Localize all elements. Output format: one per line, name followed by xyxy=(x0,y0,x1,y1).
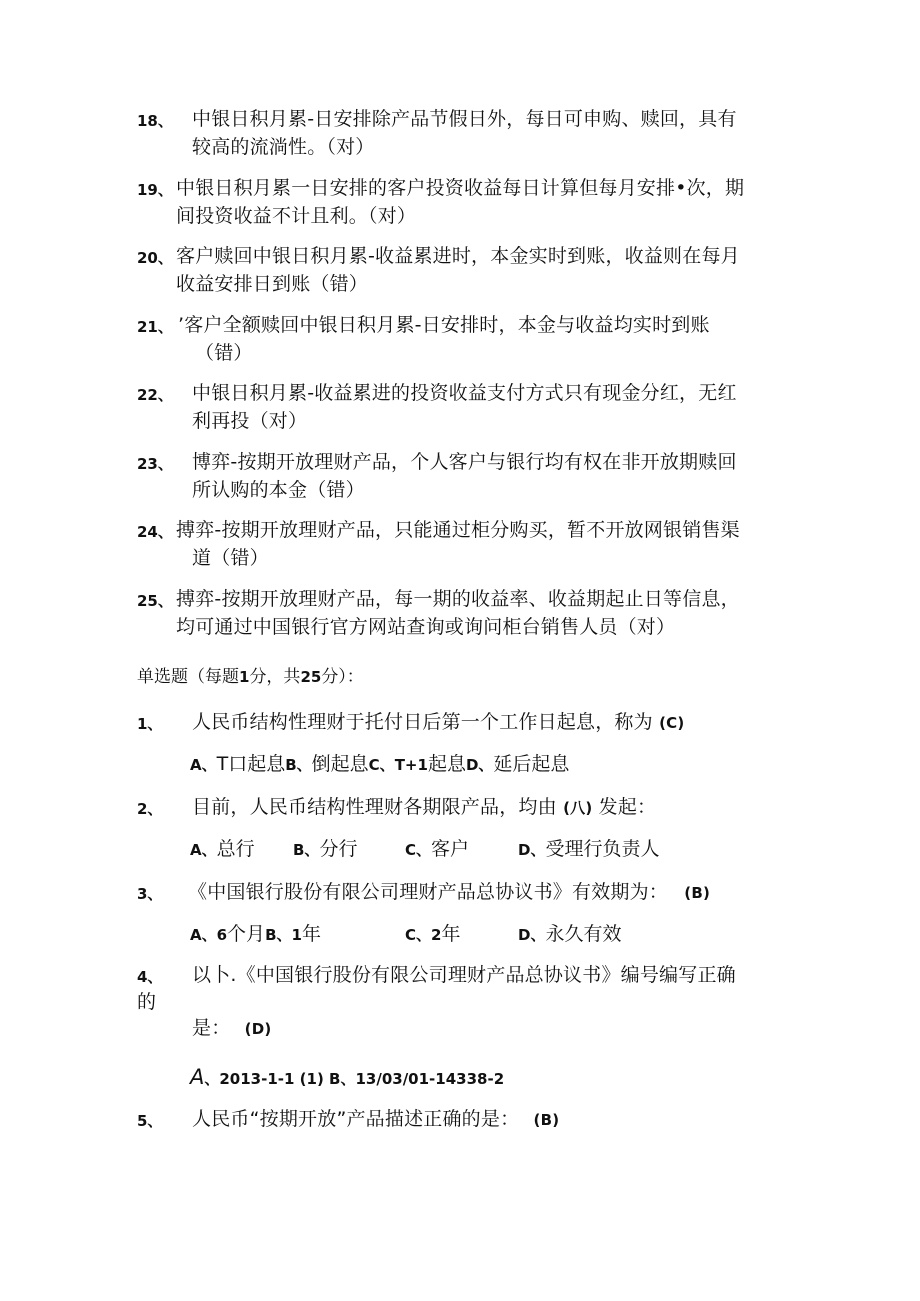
option-a-key: A xyxy=(190,1065,205,1089)
question-number: 2、 xyxy=(137,800,163,818)
option-a xyxy=(190,835,255,864)
option-b-key: B、 xyxy=(293,841,320,859)
question-number: 1、 xyxy=(137,715,163,733)
option-c-key: C、 xyxy=(405,841,432,859)
option-a-text: 总行 xyxy=(216,838,255,860)
question-line xyxy=(192,793,656,822)
question-text-cont: 较高的流淌性。（对） xyxy=(192,136,375,158)
heading-text-pre: 单选题（每题 xyxy=(137,667,239,687)
option-b-num: 1 xyxy=(291,926,302,944)
heading-text-post: 分）： xyxy=(321,667,364,687)
option-c-text: 年 xyxy=(441,923,461,945)
option-d-text: 受理行负责人 xyxy=(545,838,660,860)
question-line xyxy=(192,708,684,737)
question-text: 人民币结构性理财于托付日后第一个工作日起息，称为 xyxy=(192,711,653,733)
option-b-key: B、 xyxy=(265,926,292,944)
question-number: 22、 xyxy=(137,386,173,404)
option-c-num: 2 xyxy=(431,926,442,944)
option-c xyxy=(405,835,469,864)
answer-key: (D) xyxy=(244,1020,272,1038)
question-text-cont: 收益安排日到账（错） xyxy=(176,273,369,295)
option-d-key: D、 xyxy=(465,756,494,774)
question-text-wrap: 的 xyxy=(137,991,157,1013)
option-c-key: C、 xyxy=(405,926,432,944)
question-text-cont: 道（错） xyxy=(192,547,269,569)
option-a-key: A、 xyxy=(190,841,217,859)
question-tail: 发起： xyxy=(598,796,657,818)
question-text: 客户赎回中银日积月累-收益累进时，本金实时到账，收益则在每月 xyxy=(176,245,740,267)
question-number: 20、 xyxy=(137,249,173,267)
heading-text-mid: 分，共 xyxy=(249,667,301,687)
option-c-text: 起息 xyxy=(427,753,466,775)
option-a-key: A、 xyxy=(190,756,217,774)
question-number: 21、 xyxy=(137,318,173,336)
question-text: 中银日积月累一日安排的客户投资收益每日计算但每月安排•次，期 xyxy=(176,177,745,199)
option-a-text: T口起息 xyxy=(216,753,286,775)
question-text: 《中国银行股份有限公司理财产品总协议书》有效期为： xyxy=(188,881,669,903)
option-a-text: 个月 xyxy=(227,923,266,945)
question-text: 中银日积月累-收益累进的投资收益支付方式只有现金分红，无红 xyxy=(192,382,737,404)
question-text: 博弈-按期开放理财产品，个人客户与银行均有权在非开放期赎回 xyxy=(192,451,737,473)
question-text: 中银日积月累-日安排除产品节假日外，每日可申购、赎回，具有 xyxy=(192,108,737,130)
option-b-text: 年 xyxy=(301,923,321,945)
question-text-cont: 利再投（对） xyxy=(192,410,308,432)
heading-points-total: 25 xyxy=(300,668,322,686)
option-a-key: A、 xyxy=(190,926,217,944)
option-a xyxy=(190,920,321,949)
question-number: 19、 xyxy=(137,181,173,199)
question-number: 25、 xyxy=(137,592,173,610)
option-a-num: 6 xyxy=(216,926,228,944)
question-text-cont: 均可通过中国银行官方网站查询或询问柜台销售人员（对） xyxy=(176,616,676,638)
option-d-text: 永久有效 xyxy=(545,923,622,945)
option-c-value: T+1 xyxy=(394,756,428,774)
question-number: 4、 xyxy=(137,968,163,986)
option-a-text: 、2013-1-1 (1) B、13/03/01-14338-2 xyxy=(204,1070,505,1088)
option-d-key: D、 xyxy=(518,841,546,859)
option-b-text: 分行 xyxy=(319,838,358,860)
question-text-cont: 所认购的本金（错） xyxy=(192,479,365,501)
question-number: 3、 xyxy=(137,885,163,903)
question-text: 搏弈-按期开放理财产品，只能通过柜分购买，暂不开放网银销售渠 xyxy=(176,519,740,541)
mc-question-4-options xyxy=(190,1063,504,1093)
heading-points-each: 1 xyxy=(239,668,250,686)
answer-key: (C) xyxy=(659,714,685,732)
answer-key: (B) xyxy=(533,1111,560,1129)
question-text-cont: 是： xyxy=(192,1017,231,1039)
option-b-text: 倒起息 xyxy=(311,753,369,775)
question-text-cont: （错） xyxy=(195,342,253,364)
question-text: 目前，人民币结构性理财各期限产品，均由 xyxy=(192,796,557,818)
section-heading xyxy=(137,663,364,691)
option-b-key: B、 xyxy=(285,756,312,774)
question-line xyxy=(192,1105,559,1134)
answer-key: (八) xyxy=(563,799,593,817)
option-c-text: 客户 xyxy=(431,838,470,860)
option-c-key: C、 xyxy=(368,756,395,774)
question-line xyxy=(192,1014,271,1043)
question-number: 5、 xyxy=(137,1112,163,1130)
question-number: 23、 xyxy=(137,455,173,473)
question-text: 人民币“按期开放”产品描述正确的是： xyxy=(192,1108,520,1130)
option-d-text: 延后起息 xyxy=(493,753,570,775)
question-number: 24、 xyxy=(137,523,173,541)
question-text: 以卜.《中国银行股份有限公司理财产品总协议书》编号编写正确 xyxy=(192,964,736,986)
question-text: ’客户全额赎回中银日积月累-日安排时，本金与收益均实时到账 xyxy=(178,314,710,336)
question-text: 搏弈-按期开放理财产品，每一期的收益率、收益期起止日等信息， xyxy=(176,588,740,610)
option-d-key: D、 xyxy=(518,926,546,944)
question-text-cont: 间投资收益不计且利。（对） xyxy=(176,205,417,227)
option-c xyxy=(405,920,460,949)
answer-key: (B) xyxy=(684,884,711,902)
option-d xyxy=(518,835,659,864)
question-line xyxy=(188,878,710,907)
question-number: 18、 xyxy=(137,112,173,130)
option-d xyxy=(518,920,621,949)
mc-question-1-options xyxy=(190,750,569,779)
option-b xyxy=(293,835,357,864)
